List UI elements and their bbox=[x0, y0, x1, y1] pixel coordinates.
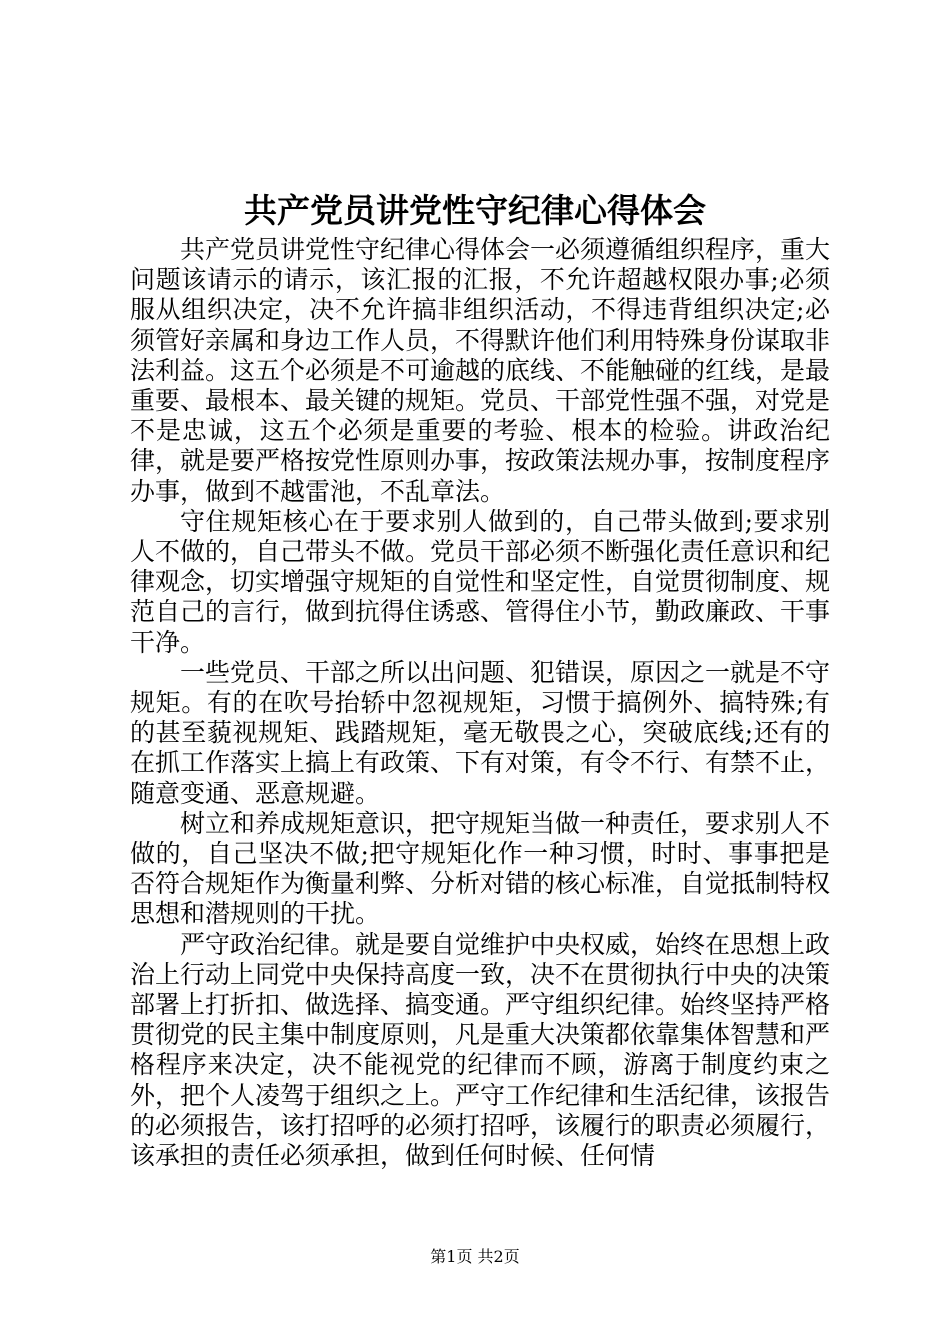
paragraph-2: 守住规矩核心在于要求别人做到的，自己带头做到;要求别人不做的，自己带头不做。党员干部必须不断强化责任意识和纪律观念，切实增强守规矩的自觉性和坚定性，自觉贯彻制度、规范自己的言行，做到抗得住诱惑、管得住小节，勤政廉政、干事干净。 bbox=[130, 506, 831, 657]
document-body bbox=[130, 235, 830, 1171]
page-footer: 第1页 共2页 bbox=[430, 1247, 520, 1266]
paragraph-5: 严守政治纪律。就是要自觉维护中央权威，始终在思想上政治上行动上同党中央保持高度一致，决不在贯彻执行中央的决策部署上打折扣、做选择、搞变通。严守组织纪律。始终坚持严格贯彻党的民主集中制度原则，凡是重大决策都依靠集体智慧和严格程序来决定，决不能视党的纪律而不顾，游离于制度约束之外，把个人凌驾于组织之上。严守工作纪律和生活纪律，该报告的必须报告，该打招呼的必须打招呼，该履行的职责必须履行，该承担的责任必须承担，做到任何时候、任何情 bbox=[130, 929, 831, 1171]
paragraph-4: 树立和养成规矩意识，把守规矩当做一种责任，要求别人不做的，自己坚决不做;把守规矩化作一种习惯，时时、事事把是否符合规矩作为衡量利弊、分析对错的核心标准，自觉抵制特权思想和潜规则的干扰。 bbox=[130, 808, 831, 929]
paragraph-3: 一些党员、干部之所以出问题、犯错误，原因之一就是不守规矩。有的在吹号抬轿中忽视规矩，习惯于搞例外、搞特殊;有的甚至藐视规矩、践踏规矩，毫无敬畏之心，突破底线;还有的在抓工作落实上搞上有政策、下有对策，有令不行、有禁不止，随意变通、恶意规避。 bbox=[130, 657, 831, 808]
document-title: 共产党员讲党性守纪律心得体会 bbox=[244, 191, 706, 230]
paragraph-1: 共产党员讲党性守纪律心得体会一必须遵循组织程序，重大问题该请示的请示，该汇报的汇报，不允许超越权限办事;必须服从组织决定，决不允许搞非组织活动，不得违背组织决定;必须管好亲属和身边工作人员，不得默许他们利用特殊身份谋取非法利益。这五个必须是不可逾越的底线、不能触碰的红线，是最重要、最根本、最关键的规矩。党员、干部党性强不强，对党是不是忠诚，这五个必须是重要的考验、根本的检验。讲政治纪律，就是要严格按党性原则办事，按政策法规办事，按制度程序办事，做到不越雷池，不乱章法。 bbox=[130, 235, 831, 506]
